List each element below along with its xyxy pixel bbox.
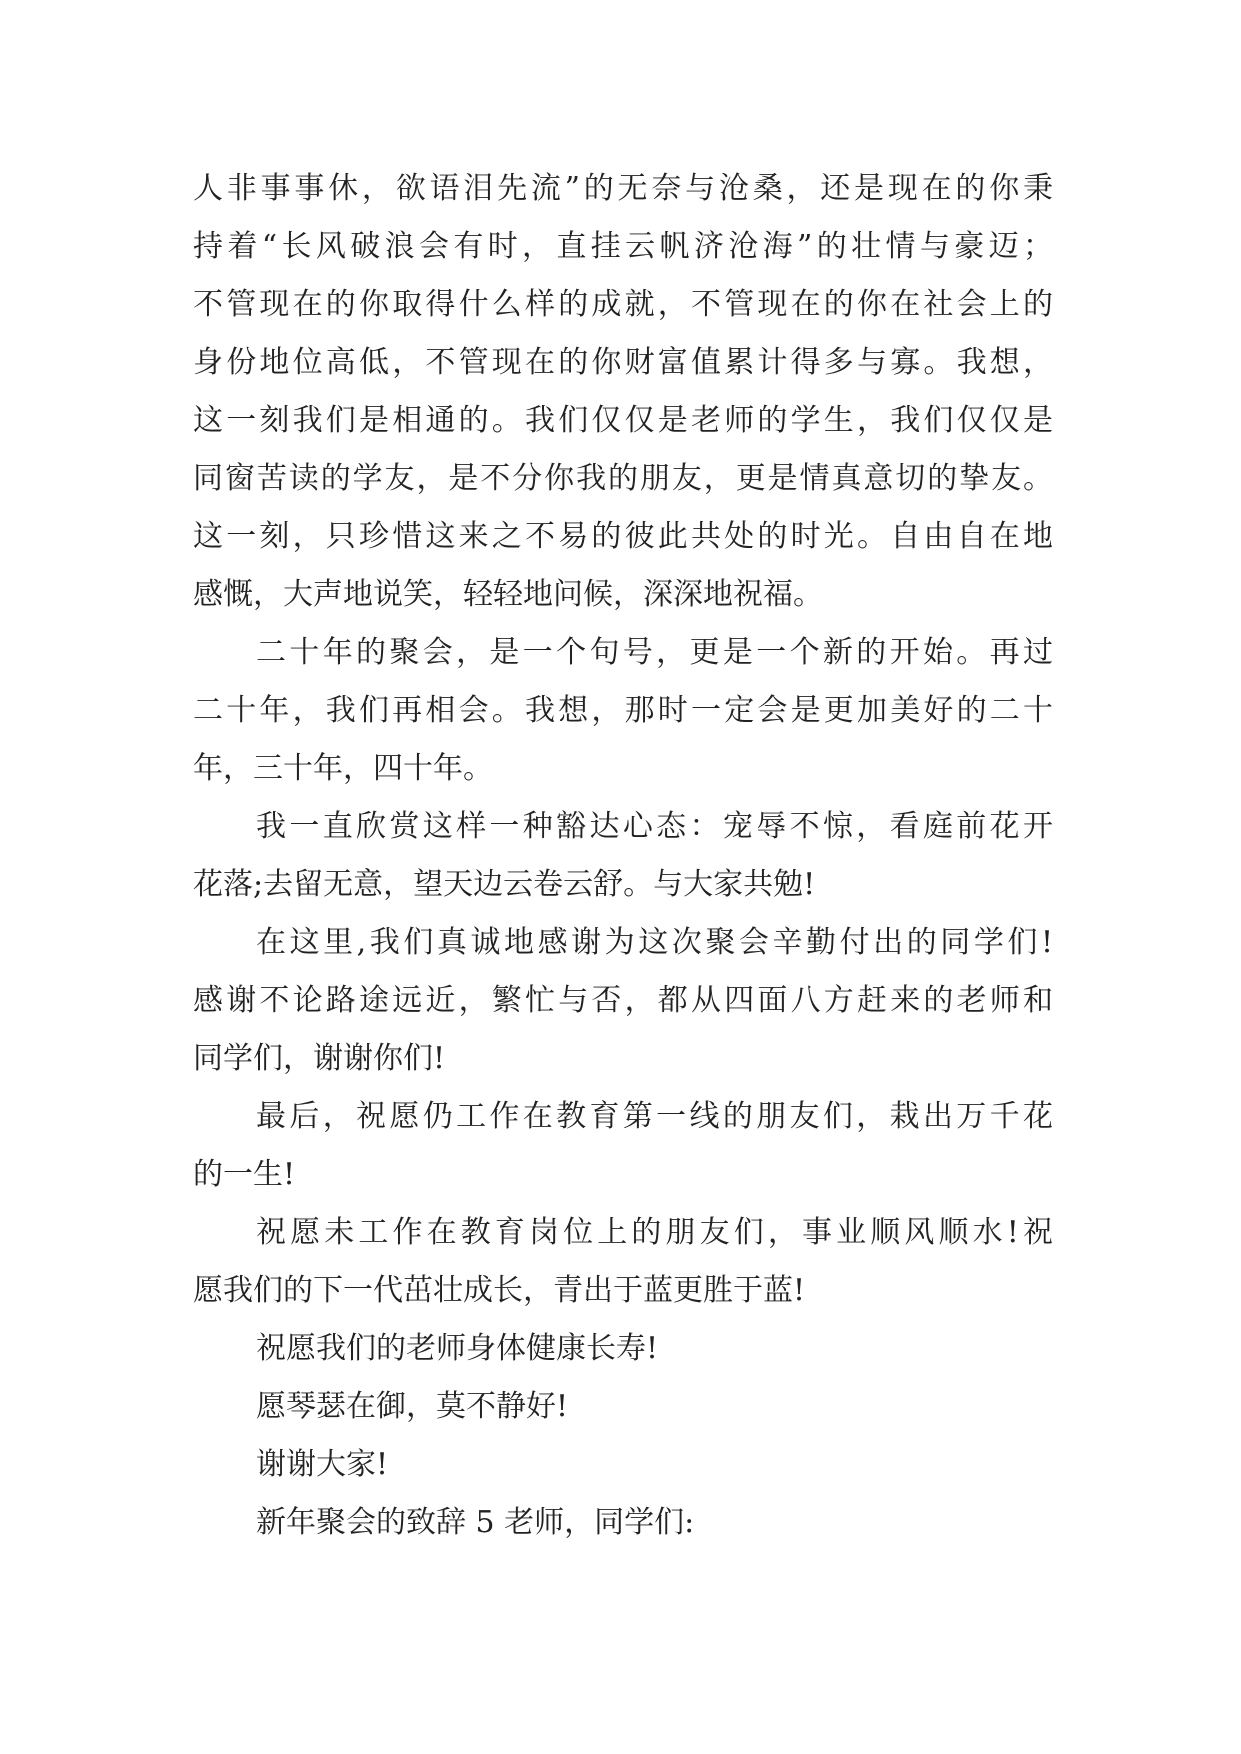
text-line: 感谢不论路途远近，繁忙与否，都从四面八方赶来的老师和 <box>193 983 1053 1018</box>
text-line: 新年聚会的致辞 5 老师，同学们: <box>256 1505 695 1540</box>
text-line: 我一直欣赏这样一种豁达心态：宠辱不惊，看庭前花开 <box>256 809 1053 844</box>
text-line: 的一生! <box>193 1157 296 1192</box>
text-line: 年，三十年，四十年。 <box>193 751 493 786</box>
text-line: 愿琴瑟在御，莫不静好! <box>256 1389 569 1424</box>
text-line: 花落;去留无意，望天边云卷云舒。与大家共勉! <box>193 867 816 902</box>
text-line: 这一刻我们是相通的。我们仅仅是老师的学生，我们仅仅是 <box>193 403 1053 438</box>
text-line: 祝愿我们的老师身体健康长寿! <box>256 1331 659 1366</box>
text-line: 二十年的聚会，是一个句号，更是一个新的开始。再过 <box>256 635 1053 670</box>
text-line: 感慨，大声地说笑，轻轻地问候，深深地祝福。 <box>193 577 823 612</box>
text-line: 同学们，谢谢你们! <box>193 1041 446 1076</box>
text-line: 最后，祝愿仍工作在教育第一线的朋友们，栽出万千花 <box>256 1099 1053 1134</box>
text-line: 同窗苦读的学友，是不分你我的朋友，更是情真意切的挚友。 <box>193 461 1053 496</box>
text-line: 二十年，我们再相会。我想，那时一定会是更加美好的二十 <box>193 693 1053 728</box>
document-body <box>193 160 1053 1552</box>
text-line: 这一刻，只珍惜这来之不易的彼此共处的时光。自由自在地 <box>193 519 1053 554</box>
text-line: 愿我们的下一代茁壮成长，青出于蓝更胜于蓝! <box>193 1273 806 1308</box>
text-line: 谢谢大家! <box>256 1447 389 1482</box>
text-line: 持着“长风破浪会有时，直挂云帆济沧海”的壮情与豪迈； <box>193 229 1053 264</box>
text-line: 人非事事休，欲语泪先流”的无奈与沧桑，还是现在的你秉 <box>193 171 1053 206</box>
text-line: 身份地位高低，不管现在的你财富值累计得多与寡。我想， <box>193 345 1053 380</box>
text-line: 祝愿未工作在教育岗位上的朋友们，事业顺风顺水!祝 <box>256 1215 1053 1250</box>
text-line: 不管现在的你取得什么样的成就，不管现在的你在社会上的 <box>193 287 1053 322</box>
text-line: 在这里,我们真诚地感谢为这次聚会辛勤付出的同学们! <box>256 925 1053 960</box>
